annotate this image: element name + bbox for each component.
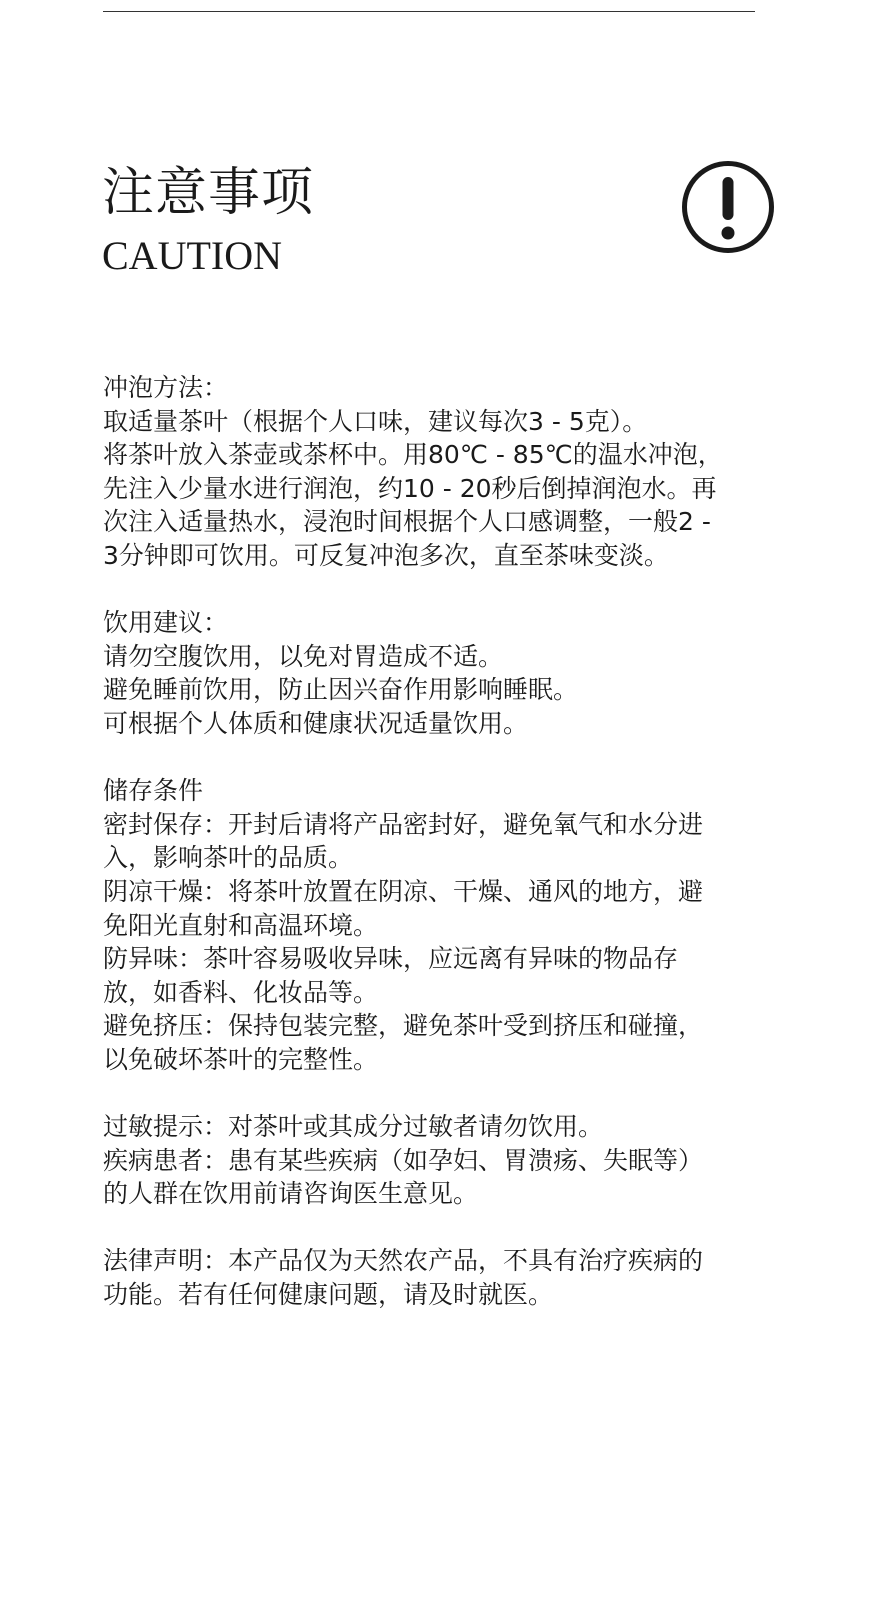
- text-line: 请勿空腹饮用，以免对胃造成不适。: [103, 641, 504, 671]
- text-line: 阴凉干燥：将茶叶放置在阴凉、干燥、通风的地方，避: [103, 876, 704, 906]
- text-line: 法律声明：本产品仅为天然农产品，不具有治疗疾病的: [103, 1246, 704, 1276]
- text-line: 免阳光直射和高温环境。: [103, 910, 379, 940]
- section-brewing-method: [103, 371, 793, 573]
- section-storage: [103, 774, 793, 1076]
- text-line: 过敏提示：对茶叶或其成分过敏者请勿饮用。: [103, 1112, 604, 1142]
- text-line: 功能。若有任何健康问题，请及时就医。: [103, 1280, 554, 1310]
- text-line: 入，影响茶叶的品质。: [103, 843, 354, 873]
- text-line: 将茶叶放入茶壶或茶杯中。用80℃ - 85℃的温水冲泡，: [103, 440, 723, 470]
- text-line: 3分钟即可饮用。可反复冲泡多次，直至茶味变淡。: [103, 540, 669, 570]
- text-line: 先注入少量水进行润泡，约10 - 20秒后倒掉润泡水。再: [103, 473, 717, 503]
- section-heading: 饮用建议：: [103, 608, 229, 638]
- caution-content: [103, 371, 793, 1345]
- text-line: 放，如香料、化妆品等。: [103, 977, 379, 1007]
- section-drinking-advice: [103, 606, 793, 740]
- text-line: 可根据个人体质和健康状况适量饮用。: [103, 708, 529, 738]
- section-health-notice: [103, 1110, 793, 1211]
- top-divider: [103, 11, 755, 12]
- section-heading: 冲泡方法：: [103, 373, 229, 402]
- text-line: 以免破坏茶叶的完整性。: [103, 1044, 379, 1074]
- text-line: 取适量茶叶（根据个人口味，建议每次3 - 5克）。: [103, 406, 648, 436]
- text-line: 次注入适量热水，浸泡时间根据个人口感调整，一般2 -: [103, 507, 711, 537]
- section-heading: 储存条件: [103, 776, 204, 806]
- page-title: 注意事项: [102, 163, 315, 223]
- text-line: 密封保存：开封后请将产品密封好，避免氧气和水分进: [103, 809, 704, 839]
- text-line: 的人群在饮用前请咨询医生意见。: [103, 1179, 479, 1209]
- page-subtitle: CAUTION: [102, 233, 282, 278]
- section-legal-statement: [103, 1244, 793, 1311]
- exclamation-circle-icon: [680, 159, 776, 255]
- text-line: 避免挤压：保持包装完整，避免茶叶受到挤压和碰撞，: [103, 1011, 704, 1041]
- text-line: 疾病患者：患有某些疾病（如孕妇、胃溃疡、失眠等）: [103, 1145, 704, 1175]
- text-line: 防异味：茶叶容易吸收异味，应远离有异味的物品存: [103, 944, 679, 974]
- text-line: 避免睡前饮用，防止因兴奋作用影响睡眠。: [103, 675, 579, 705]
